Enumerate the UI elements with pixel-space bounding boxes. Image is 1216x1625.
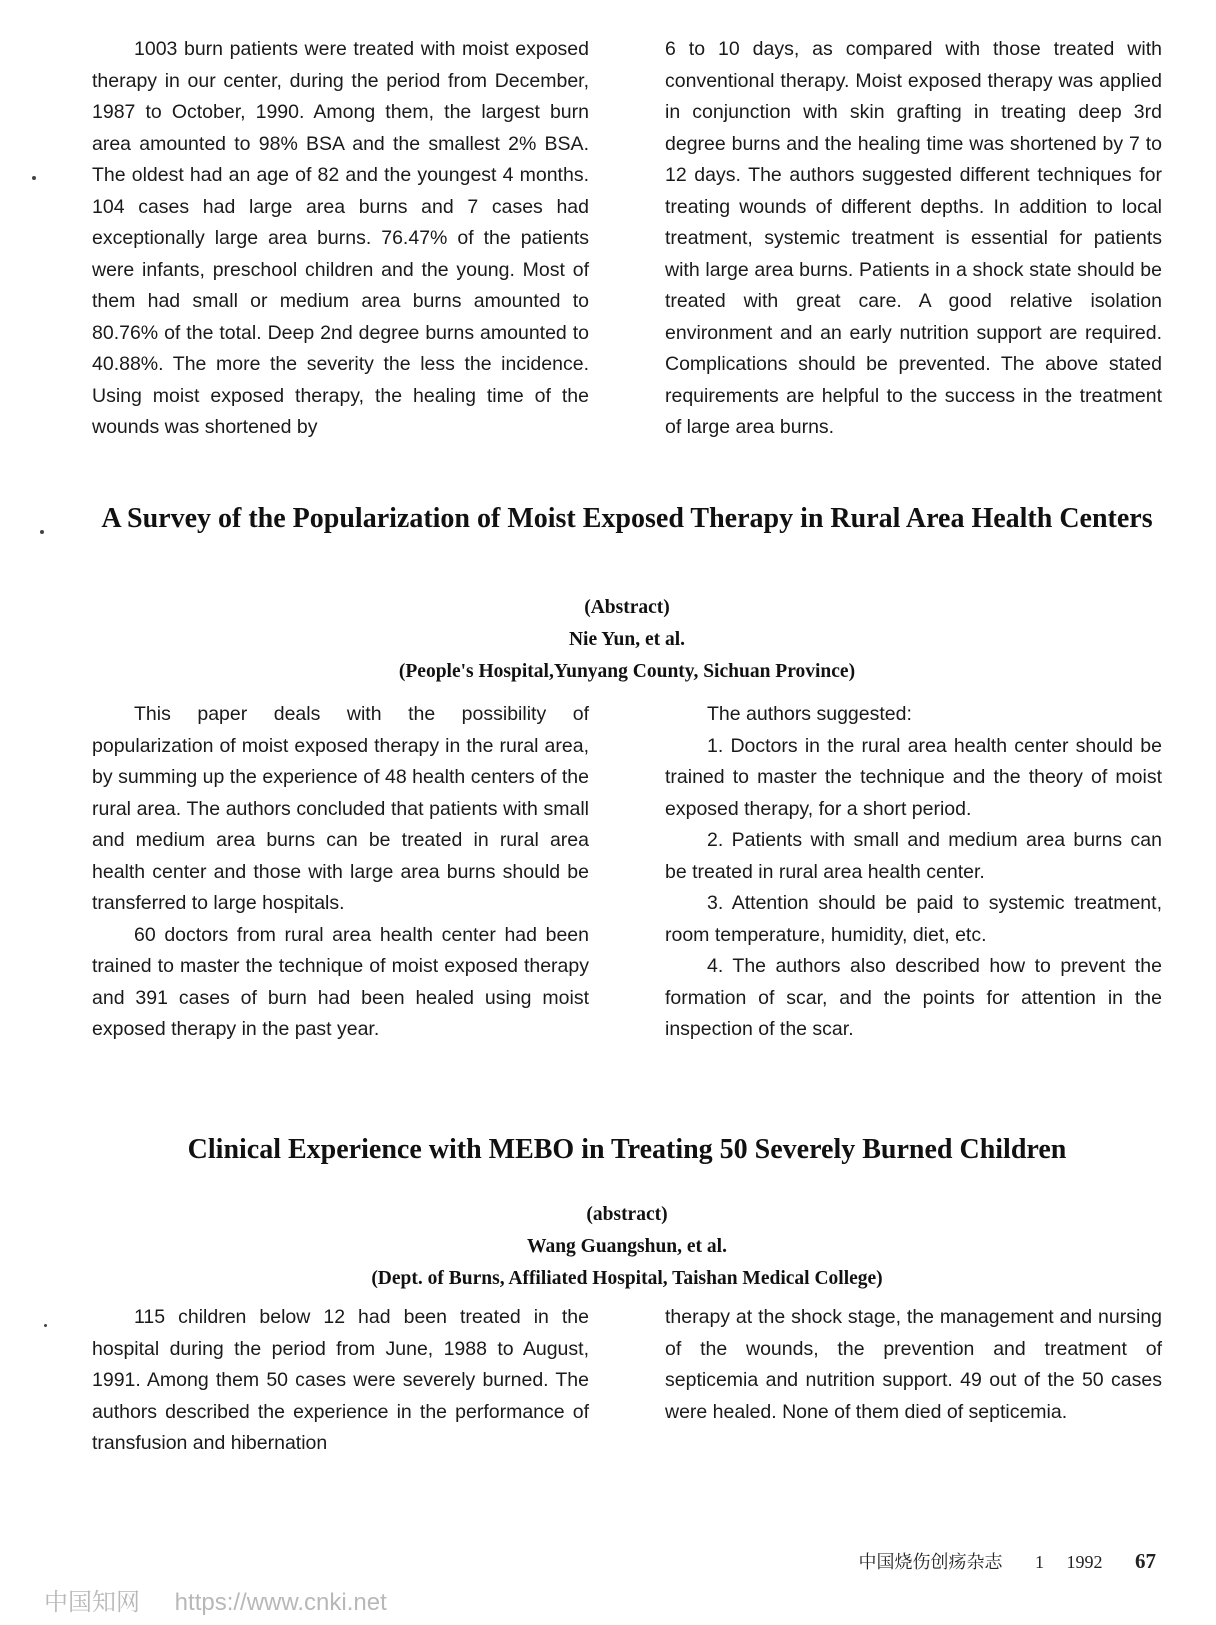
continuation-left-text: 1003 burn patients were treated with moist exposed therapy in our center, during the period from December, 1987 to October, 1990. Among them, the largest burn area amounted to 98% BSA and the smallest 2% BSA. The oldest had an age of 82 and the youngest 4 months. 104 cases had large area burns and 7 cases had exceptionally large area burns. 76.47% of the patients were infants, preschool children and the young. Most of them had small or medium area burns amounted to 80.76% of the total. Deep 2nd degree burns amounted to 40.88%. The more the severity the less the incidence. Using moist exposed therapy, the healing time of the wounds was shortened by	[92, 38, 589, 438]
article1-list-item: 1. Doctors in the rural area health center should be trained to master the technique and the theory of moist exposed therapy, for a short period.	[665, 734, 1162, 820]
article2-title: Clinical Experience with MEBO in Treating 50 Severely Burned Children	[187, 1134, 1067, 1165]
article1-author: Nie Yun, et al.	[568, 629, 686, 650]
continuation-columns	[92, 34, 1162, 444]
article1-paragraph: The authors suggested:	[707, 703, 912, 725]
article2-columns	[92, 1302, 1162, 1460]
scan-speck	[40, 530, 44, 534]
watermark-url: https://www.cnki.net	[174, 1589, 387, 1616]
article1-meta	[92, 592, 1162, 688]
article2-right-column	[665, 1302, 1162, 1460]
article1-title: A Survey of the Popularization of Moist Exposed Therapy in Rural Area Health Centers	[101, 503, 1153, 534]
continuation-left-column	[92, 34, 589, 444]
article2-left-text: 115 children below 12 had been treated in the hospital during the period from June, 1988 to August, 1991. Among them 50 cases were severely burned. The authors described the experience in the performance of transfusion and hibernation	[92, 1306, 589, 1454]
article1-affiliation: (People's Hospital,Yunyang County, Sichuan Province)	[398, 661, 856, 682]
article2-right-text: therapy at the shock stage, the management and nursing of the wounds, the prevention and treatment of septicemia and nutrition support. 49 out of the 50 cases were healed. None of them died of septicemia.	[665, 1306, 1162, 1423]
article2-left-column	[92, 1302, 589, 1460]
continuation-right-column	[665, 34, 1162, 444]
continuation-right-text: 6 to 10 days, as compared with those treated with conventional therapy. Moist exposed therapy was applied in conjunction with skin grafting in treating deep 3rd degree burns and the healing time was shortened by 7 to 12 days. The authors suggested different techniques for treating wounds of different depths. In addition to local treatment, systemic treatment is essential for patients with large area burns. Patients in a shock state should be treated with great care. A good relative isolation environment and an early nutrition support are required. Complications should be prevented. The above stated requirements are helpful to the success in the treatment of large area burns.	[665, 38, 1162, 438]
article2-author: Wang Guangshun, et al.	[527, 1236, 727, 1257]
article1-columns	[92, 699, 1162, 1046]
article2-meta	[92, 1199, 1162, 1295]
scan-speck	[32, 176, 36, 180]
issue-number: 1	[1035, 1552, 1044, 1572]
article1-paragraph: 60 doctors from rural area health center had been trained to master the technique of moist exposed therapy and 391 cases of burn had been healed using moist exposed therapy in the past year.	[92, 923, 589, 1040]
journal-name: 中国烧伤创疡杂志	[858, 1552, 1003, 1572]
article1-list-item: 4. The authors also described how to prevent the formation of scar, and the points for attention in the inspection of the scar.	[665, 955, 1162, 1040]
article1-label: (Abstract)	[584, 597, 670, 618]
cnki-watermark	[44, 1582, 387, 1617]
watermark-brand: 中国知网	[44, 1589, 140, 1616]
article1-left-column	[92, 699, 589, 1046]
article1-list-item: 2. Patients with small and medium area burns can be treated in rural area health center.	[665, 829, 1162, 883]
article1-list-item: 3. Attention should be paid to systemic treatment, room temperature, humidity, diet, etc.	[665, 892, 1162, 946]
page-footer	[831, 1548, 1157, 1574]
page-number: 67	[1135, 1549, 1156, 1573]
article1-right-column	[665, 699, 1162, 1046]
issue-year: 1992	[1066, 1552, 1103, 1572]
article1-paragraph: This paper deals with the possibility of popularization of moist exposed therapy in the rural area, by summing up the experience of 48 health centers of the rural area. The authors concluded that patients with small and medium area burns can be treated in rural area health center and those with large area burns should be transferred to large hospitals.	[92, 703, 589, 914]
article2-affiliation: (Dept. of Burns, Affiliated Hospital, Taishan Medical College)	[371, 1268, 883, 1289]
scan-speck	[44, 1324, 47, 1327]
article2-label: (abstract)	[586, 1204, 668, 1225]
